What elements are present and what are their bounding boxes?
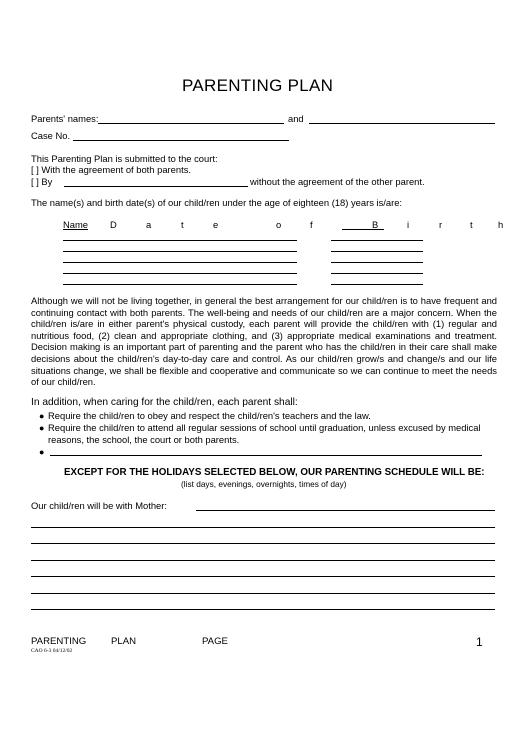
by-option[interactable]: [ ] By [31,176,53,187]
mother-schedule-line[interactable] [31,593,495,594]
footer-title-left: PARENTING [31,636,87,647]
child-dob-field[interactable] [331,273,423,274]
child-name-field[interactable] [63,251,297,252]
child-dob-field[interactable] [331,284,423,285]
dob-letter: e [213,219,219,230]
duties-intro: In addition, when caring for the child/ren, each parent shall: [31,397,298,408]
mother-schedule-label: Our child/ren will be with Mother: [31,500,167,511]
mother-schedule-line[interactable] [31,527,495,528]
mother-schedule-line[interactable] [31,543,495,544]
mother-schedule-field[interactable] [196,510,495,511]
schedule-heading: EXCEPT FOR THE HOLIDAYS SELECTED BELOW, OUR PARENTING SCHEDULE WILL BE: [64,467,485,478]
dob-letter: i [407,219,410,230]
case-number-field[interactable] [73,140,289,141]
additional-duty-field[interactable] [50,455,482,456]
dob-letter: h [498,219,504,230]
duty-text: Require the child/ren to attend all regular sessions of school until graduation, unless excused by medical reasons, the school, the court or both parents. [48,422,481,445]
dob-letter: t [181,219,184,230]
duty-item [39,410,498,422]
mother-schedule-line[interactable] [31,560,495,561]
page-number: 1 [476,635,483,649]
dob-letter: t [470,219,473,230]
dob-letter: r [439,219,443,230]
child-name-field[interactable] [63,284,297,285]
mother-schedule-line[interactable] [31,609,495,610]
bullet-icon: ● [39,447,45,457]
dob-letter: o [276,219,282,230]
footer-page-label: PAGE [202,636,228,647]
bullet-icon: ● [39,423,45,433]
duty-item [39,422,496,446]
page-title: PARENTING PLAN [182,76,334,95]
child-name-field[interactable] [63,262,297,263]
dob-header-underline [342,229,384,230]
submission-intro: This Parenting Plan is submitted to the court: [31,153,218,164]
name-column-header: Name [63,219,89,230]
child-name-field[interactable] [63,240,297,241]
child-dob-field[interactable] [331,262,423,263]
child-dob-field[interactable] [331,251,423,252]
schedule-subheading: (list days, evenings, overnights, times of day) [181,479,347,489]
dob-letter: D [110,219,117,230]
dob-letter: B [372,219,379,230]
duty-text: Require the child/ren to obey and respect the child/ren's teachers and the law. [48,410,371,421]
parent-1-name-field[interactable] [98,123,284,124]
dob-letter: f [310,219,313,230]
footer-title-plan: PLAN [111,636,137,647]
mother-schedule-line[interactable] [31,576,495,577]
arrangement-paragraph: Although we will not be living together, in general the best arrangement for our child/ren is to have frequent and continuing contact with both parents. The well-being and needs of our child/ren are a major concern. When the child/ren is/are in either parent's physical custody, each parent will provide the child/ren with (1) regular and nutritious food, (2) clean and appropriate clothing, and (3) appropriate medical examinations and treatment. Decision making is an important part of parenting and the parent who has the child/ren in their care shall make decisions about the child/ren's day-to-day care and control. As our child/ren grow/s and change/s and our life situations change, we shall be flexible and cooperative and communicate so we can continue to meet the needs of our child/ren. [31,295,497,388]
case-number-label: Case No. [31,130,71,141]
by-party-field[interactable] [64,186,248,187]
form-code: CAO 6-3 04/12/02 [31,648,73,654]
children-prompt: The name(s) and birth date(s) of our child/ren under the age of eighteen (18) years is/are: [31,197,403,208]
and-label: and [288,113,304,124]
child-name-field[interactable] [63,273,297,274]
child-dob-field[interactable] [331,240,423,241]
bullet-icon: ● [39,411,45,421]
agreement-option[interactable]: [ ] With the agreement of both parents. [31,164,191,175]
parents-names-label: Parents' names: [31,113,99,124]
dob-letter: a [146,219,152,230]
by-option-suffix: without the agreement of the other parent. [250,176,425,187]
parent-2-name-field[interactable] [309,123,495,124]
